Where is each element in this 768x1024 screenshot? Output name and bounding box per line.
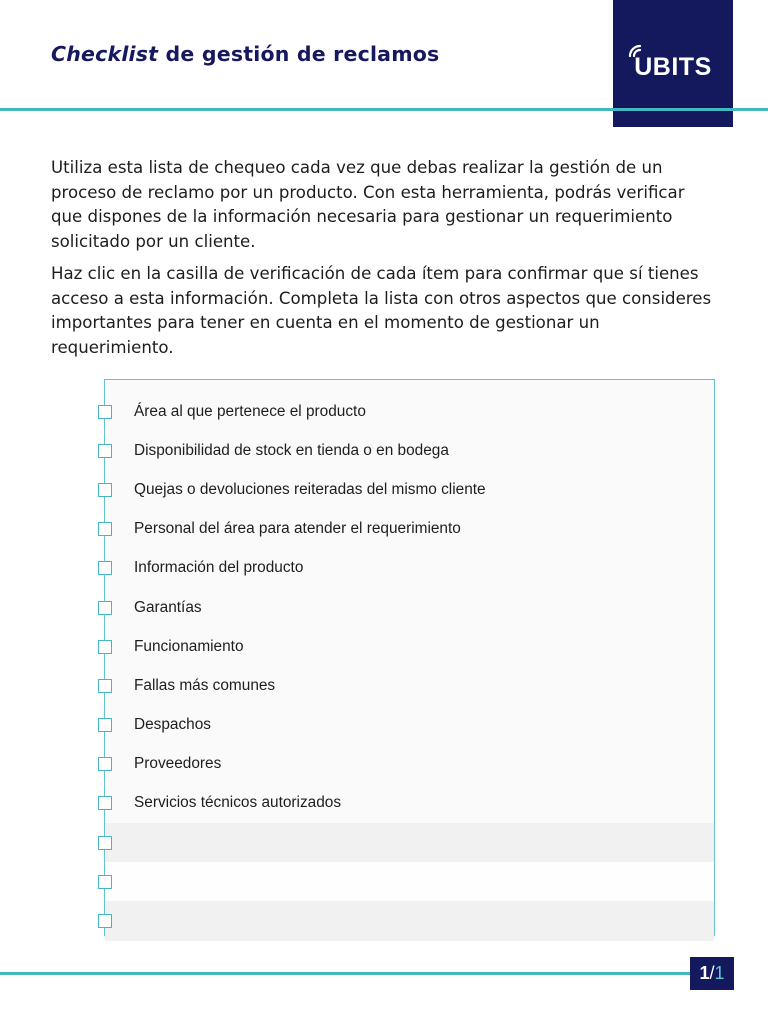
page-total: 1 (714, 963, 725, 983)
checklist-item (105, 745, 714, 784)
checkbox[interactable] (98, 640, 112, 654)
intro-paragraph-2: Haz clic en la casilla de verificación de cada ítem para confirmar que sí tienes acceso a esta información. Completa la lista con otros aspectos que consideres importantes para tener en cuenta en el momento de gestionar un requerimiento. (51, 264, 712, 357)
checklist-item (105, 901, 714, 940)
checklist-item-label: Disponibilidad de stock en tienda o en bodega (134, 441, 449, 459)
checklist-item (105, 549, 714, 588)
checklist-item (105, 588, 714, 627)
checklist-item (105, 627, 714, 666)
checkbox[interactable] (98, 561, 112, 575)
checklist-item-label: Despachos (134, 716, 211, 734)
checklist-items (105, 392, 714, 941)
checkbox[interactable] (98, 757, 112, 771)
checklist-item-label: Área al que pertenece el producto (134, 402, 366, 420)
checkbox[interactable] (98, 601, 112, 615)
checklist-item (105, 392, 714, 431)
checkbox[interactable] (98, 405, 112, 419)
checklist-item (105, 510, 714, 549)
checkbox[interactable] (98, 679, 112, 693)
title-rest: de gestión de reclamos (158, 42, 440, 66)
checklist-item-label: Quejas o devoluciones reiteradas del mismo cliente (134, 480, 486, 498)
checkbox[interactable] (98, 444, 112, 458)
checkbox[interactable] (98, 875, 112, 889)
checklist-item-label: Garantías (134, 598, 202, 616)
page-current: 1 (699, 963, 710, 983)
checklist-item-label: Fallas más comunes (134, 676, 276, 694)
checkbox[interactable] (98, 796, 112, 810)
checklist-item (105, 431, 714, 470)
checkbox[interactable] (98, 914, 112, 928)
checklist-box (104, 379, 715, 936)
checklist-item (105, 823, 714, 862)
checklist-item-label: Proveedores (134, 755, 222, 773)
checklist-item (105, 470, 714, 509)
checkbox[interactable] (98, 483, 112, 497)
footer-divider (0, 972, 690, 975)
page-title (51, 42, 439, 66)
checkbox[interactable] (98, 836, 112, 850)
checklist-item (105, 666, 714, 705)
checklist-item-label: Servicios técnicos autorizados (134, 794, 342, 812)
checkbox[interactable] (98, 522, 112, 536)
checklist-item-label: Personal del área para atender el requerimiento (134, 520, 461, 538)
checklist-item-label: Funcionamiento (134, 637, 244, 655)
checkbox[interactable] (98, 718, 112, 732)
intro-paragraph-1: Utiliza esta lista de chequeo cada vez que debas realizar la gestión de un proceso de reclamo por un producto. Con esta herramienta, podrás verificar que dispones de la información necesaria para gestionar un requerimiento solicitado por un cliente. (51, 158, 685, 251)
page-separator: / (709, 963, 715, 983)
header-divider (0, 108, 768, 111)
logo-signal-icon (628, 44, 642, 58)
checklist-item (105, 862, 714, 901)
title-italic: Checklist (51, 42, 159, 66)
checklist-item (105, 706, 714, 745)
checklist-item-label: Información del producto (134, 559, 304, 577)
checklist-item (105, 784, 714, 823)
page-number (690, 957, 734, 990)
logo-text: UBITS (634, 53, 712, 81)
intro-text (51, 156, 721, 368)
